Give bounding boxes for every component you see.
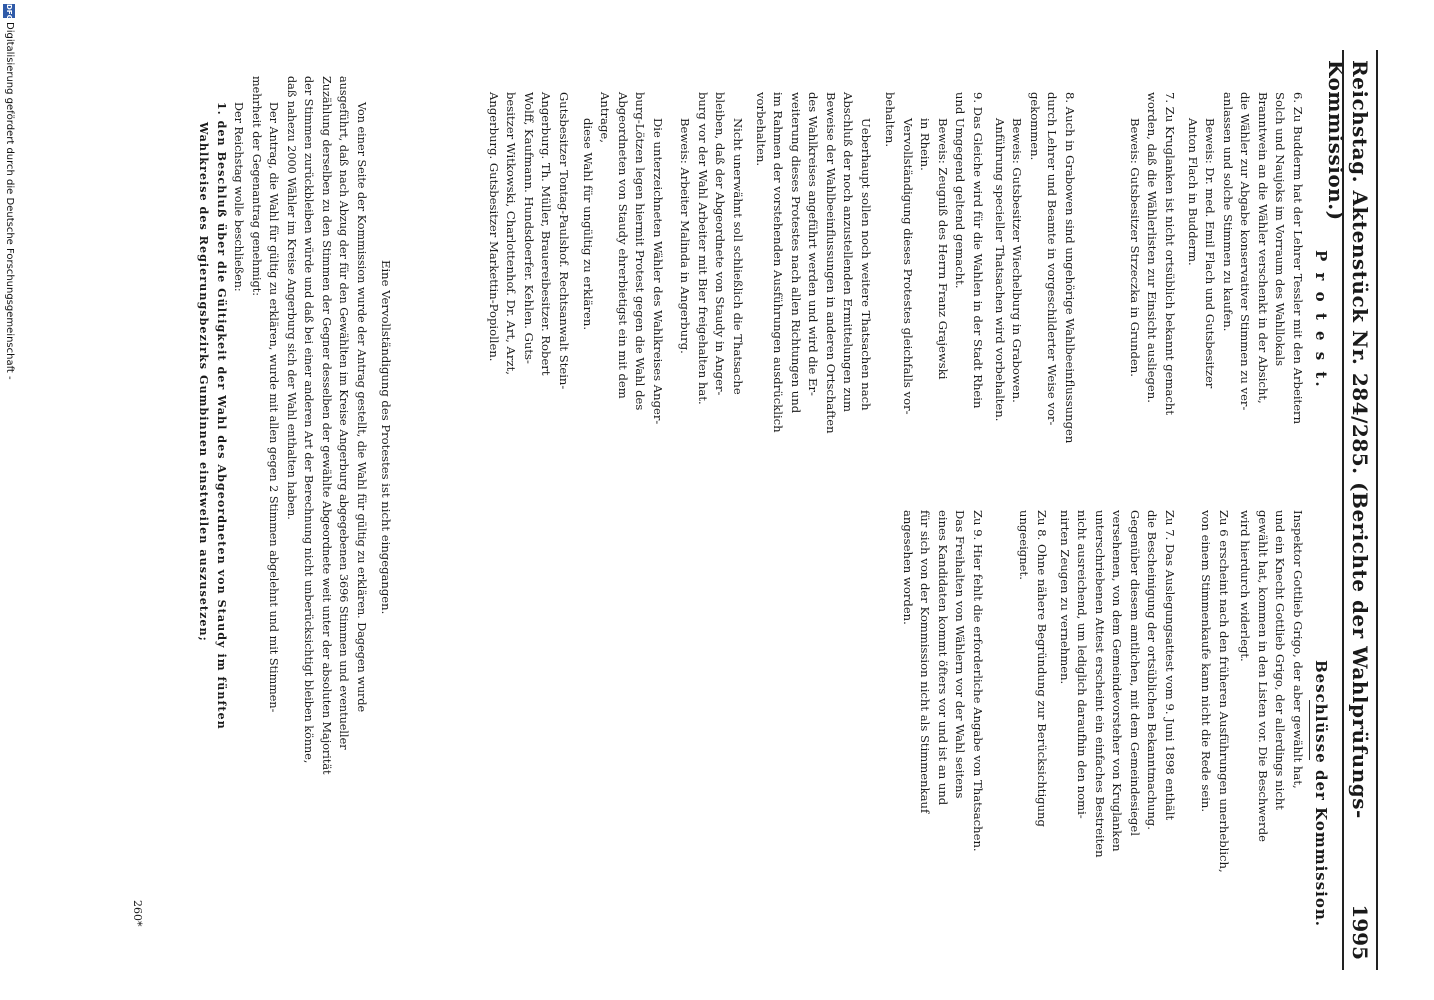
protest-further-line: Abschluß der noch anzustellenden Ermittelungen zum: [841, 92, 856, 413]
commission-z7-line: nicht ausreichend, um lediglich daraufhin den nomi-: [1075, 510, 1090, 819]
no-supplement-line: Eine Vervollständigung des Protestes ist nicht eingegangen.: [379, 260, 393, 615]
deliberation-line: Zuzählung derselben zu den Stimmen der Gegner desselben der gewählte Abgeordnete weit unter der absoluten Majorität: [320, 76, 333, 775]
deliberation-line: daß nahezu 2000 Wähler im Kreise Angerburg sich der Wahl enthalten haben.: [285, 76, 298, 520]
protest-title: P r o t e s t.: [1312, 250, 1330, 390]
signature-line: Angerburg. Th. Müller, Brauereibesitzer. Robert: [539, 92, 554, 376]
commission-z9-line: eines Kandidaten kommt öfters vor und ist an und: [936, 510, 950, 806]
commission-z6b-line: Zu 6 erscheint nach den früheren Ausführungen unerheblich,: [1217, 510, 1231, 873]
protest-7-line: 7. Zu Kruglanken ist nicht ortsüblich bekannt gemacht: [1163, 92, 1177, 416]
protest-8-line: Anführung specieller Thatsachen wird vorbehalten.: [993, 118, 1007, 422]
protest-6-line: 6. Zu Budderm hat der Lehrer Tessler mit den Arbeitern: [1291, 92, 1305, 425]
protest-further-line: Beweise der Wahlbeeinflussungen in anderen Ortschaften: [824, 92, 838, 434]
protest-7-line: worden, daß die Wählerlisten zur Einsicht ausliegen.: [1145, 92, 1160, 403]
protest-petition: [579, 92, 667, 472]
deliberation-line: der Stimmen zurückbleiben würde und daß bei einer anderen Art der Berechnung nicht unberücksichtigt bleiben könne,: [302, 76, 316, 764]
signature-line: besitzer Witkowski, Charlottenhof. Dr. Art, Arzt,: [504, 92, 519, 375]
commission-z7-line: Gegenüber diesem amtlichen, mit dem Gemeindesiegel: [1128, 510, 1142, 836]
protest-signatures: [485, 92, 573, 472]
protest-beer-line: Beweis: Arbeiter Malinda in Angerburg.: [678, 118, 693, 354]
protest-6-line: Anton Flach in Budderm.: [1186, 118, 1200, 266]
deliberation-line: Von einer Seite der Kommission wurde der Antrag gestellt, die Wahl für gültig zu erklären. Dagegen wurde: [355, 102, 368, 713]
commission-z8-line: Zu 8. Ohne nähere Begründung zur Berücksichtigung: [1035, 510, 1049, 827]
deliberation-line: Der Reichstag wolle beschließen:: [232, 102, 246, 292]
commission-z7-line: versehenen, von dem Gemeindevorsteher von Kruglanken: [1110, 510, 1125, 852]
commission-z8-line: ungeeignet.: [1017, 510, 1032, 580]
commission-z9-line: Das Freihalten von Wählern vor der Wahl seitens: [953, 510, 968, 799]
protest-8-line: 8. Auch in Grabowen sind ungehörige Wahlbeeinflussungen: [1063, 92, 1077, 444]
protest-9-line: 9. Das Gleiche wird für die Wahlen in der Stadt Rhein: [971, 92, 985, 409]
protest-8-line: durch Lehrer und Beamte in vorgeschilderter Weise vor-: [1045, 92, 1060, 426]
signature-mark: 260*: [131, 900, 144, 927]
protest-further-line: weiterung dieses Protestes nach allen Richtungen und: [789, 92, 803, 414]
header-rule-bottom: [1342, 50, 1344, 970]
deliberation-line: mehrheit der Gegenantrag genehmigt:: [250, 76, 263, 297]
protest-beer-line: Nicht unerwähnt soll schließlich die Thatsache: [731, 118, 745, 395]
header-rule-top: [1376, 50, 1378, 970]
commission-title: Beschlüsse der Kommission.: [1312, 660, 1330, 927]
protest-petition-line: Antrage,: [598, 92, 613, 143]
deliberation-line: Der Antrag, die Wahl für gültig zu erklären, wurde mit allen gegen 2 Stimmen abgelehnt und mit Stimmen-: [267, 102, 281, 713]
digitization-note: Digitalisierung gefördert durch die Deutsche Forschungsgemeinschaft -: [4, 22, 15, 380]
commission-z6a: [1236, 510, 1306, 940]
commission-z7-line: die Bescheinigung der ortsüblichen Bekanntmachung.: [1145, 510, 1160, 830]
deliberation-line: ausgeführt, daß nach Abzug der für den Gewählten im Kreise Angerburg abgegebenen 3696 Stimmen und eventueller: [337, 76, 351, 750]
protest-petition-line: diese Wahl für ungültig zu erklären.: [581, 118, 595, 331]
protest-6-line: die Wähler zur Abgabe konservativer Stimmen zu ver-: [1238, 92, 1253, 411]
no-supplement-note: [377, 260, 395, 860]
protest-further-line: Ueberhaupt sollen noch weitere Thatsachen nach: [859, 118, 873, 411]
protest-8-line: gekommen.: [1028, 92, 1042, 161]
commission-z9-line: angesehen worden.: [901, 510, 915, 625]
protest-9-line: Vervollständigung dieses Protestes gleichfalls vor-: [901, 118, 915, 415]
protest-petition-line: burg-Lötzen legen hiermit Protest gegen die Wahl des: [633, 92, 648, 411]
protest-beer-line: bleiben, daß der Abgeordnete von Staudy in Anger-: [713, 92, 728, 396]
header-title: Reichstag. Aktenstück Nr. 284/285. (Berichte der Wahlprüfungs-Kommission.): [1324, 60, 1372, 819]
protest-8-line: Beweis: Gutsbesitzer Wiechelburg in Grabowen.: [1010, 118, 1025, 403]
protest-beer-line: burg vor der Wahl Arbeiter mit Bier freigehalten hat.: [696, 92, 710, 405]
signature-line: Angerburg. Gutsbesitzer Markettin-Popiollen.: [487, 92, 501, 362]
dfg-logo: DFG: [5, 4, 13, 21]
protest-6-line: anlassen und solche Stimmen zu kaufen.: [1221, 92, 1235, 332]
protest-6-line: Solch und Naujoks im Vorraum des Wahllokals: [1273, 92, 1288, 367]
commission-title-rule: [1309, 700, 1310, 760]
commission-z6a-line: und ein Knecht Gottlieb Grigo, der allerdings nicht: [1273, 510, 1288, 810]
commission-z6a-line: Inspektor Gottlieb Grigo, der aber gewählt hat,: [1291, 510, 1305, 789]
protest-petition-line: Abgeordneten von Staudy ehrerbietigst ein mit dem: [616, 92, 630, 399]
protest-9-line: in Rhein.: [918, 118, 933, 171]
protest-9-line: und Umgegend geltend gemacht.: [953, 92, 968, 289]
protest-item-8: [991, 92, 1079, 472]
protest-further-line: des Wahlkreises angeführt werden und wird die Er-: [806, 92, 821, 396]
protest-9-line: behalten.: [883, 92, 898, 148]
commission-z7: [1056, 510, 1179, 940]
protest-item-7: [1126, 92, 1179, 472]
signature-line: Gutsbesitzer Tontag-Paulshof. Rechtsanwalt Stein-: [557, 92, 571, 390]
commission-z9: [899, 510, 987, 940]
commission-z6b-line: von einem Stimmenkaufe kann nicht die Rede sein.: [1199, 510, 1214, 813]
commission-z7-line: Zu 7. Das Auslegungsattest vom 9. Juni 1898 enthält: [1163, 510, 1177, 821]
protest-petition-line: Die unterzeichneten Wähler des Wahlkreises Anger-: [651, 118, 665, 425]
protest-staudy-beer: [676, 92, 746, 472]
page-header: [1324, 60, 1372, 960]
protest-7-line: Beweis: Gutsbesitzer Strzeczka in Grunden.: [1128, 118, 1142, 377]
commission-z9-line: für sich von der Kommission nicht als Stimmenkauf: [918, 510, 933, 814]
resolution-line: 1. den Beschluß über die Gültigkeit der Wahl des Abgeordneten von Staudy im fünften: [215, 102, 229, 730]
resolution-line: Wahlkreise des Regierungsbezirks Gumbinnen einstweilen auszusetzen;: [197, 122, 212, 642]
commission-deliberation: [195, 76, 370, 936]
protest-further-line: im Rahmen der vorstehenden Ausführungen ausdrücklich: [771, 92, 786, 433]
signature-line: Wolff, Kaufmann. Hundsdoerfer. Kehlen. Guts-: [522, 92, 536, 364]
protest-item-9: [881, 92, 986, 472]
commission-z6b: [1197, 510, 1232, 940]
protest-further-facts: [752, 92, 875, 472]
protest-9-line: Beweis: Zeugniß des Herrn Franz Grajewski: [936, 118, 950, 380]
commission-z8: [1015, 510, 1050, 940]
page-number: 1995: [1348, 904, 1372, 960]
commission-z7-line: unterschriebenen Attest erscheint ein einfaches Bestreiten: [1093, 510, 1107, 858]
commission-z9-line: Zu 9. Hier fehlt die erforderliche Angabe von Thatsachen.: [971, 510, 985, 852]
commission-z7-line: nirten Zeugen zu vernehmen.: [1058, 510, 1072, 685]
commission-z6a-line: wird hierdurch widerlegt.: [1238, 510, 1253, 662]
protest-item-6: [1184, 92, 1307, 472]
commission-z6a-line: gewählt hat, kommen in den Listen vor. Die Beschwerde: [1256, 510, 1270, 842]
protest-6-line: Beweis: Dr. med. Emil Flach und Gutsbesitzer: [1203, 118, 1218, 389]
protest-further-line: vorbehalten.: [754, 92, 768, 167]
protest-6-line: Branntwein an die Wähler verschenkt in der Absicht,: [1256, 92, 1270, 404]
